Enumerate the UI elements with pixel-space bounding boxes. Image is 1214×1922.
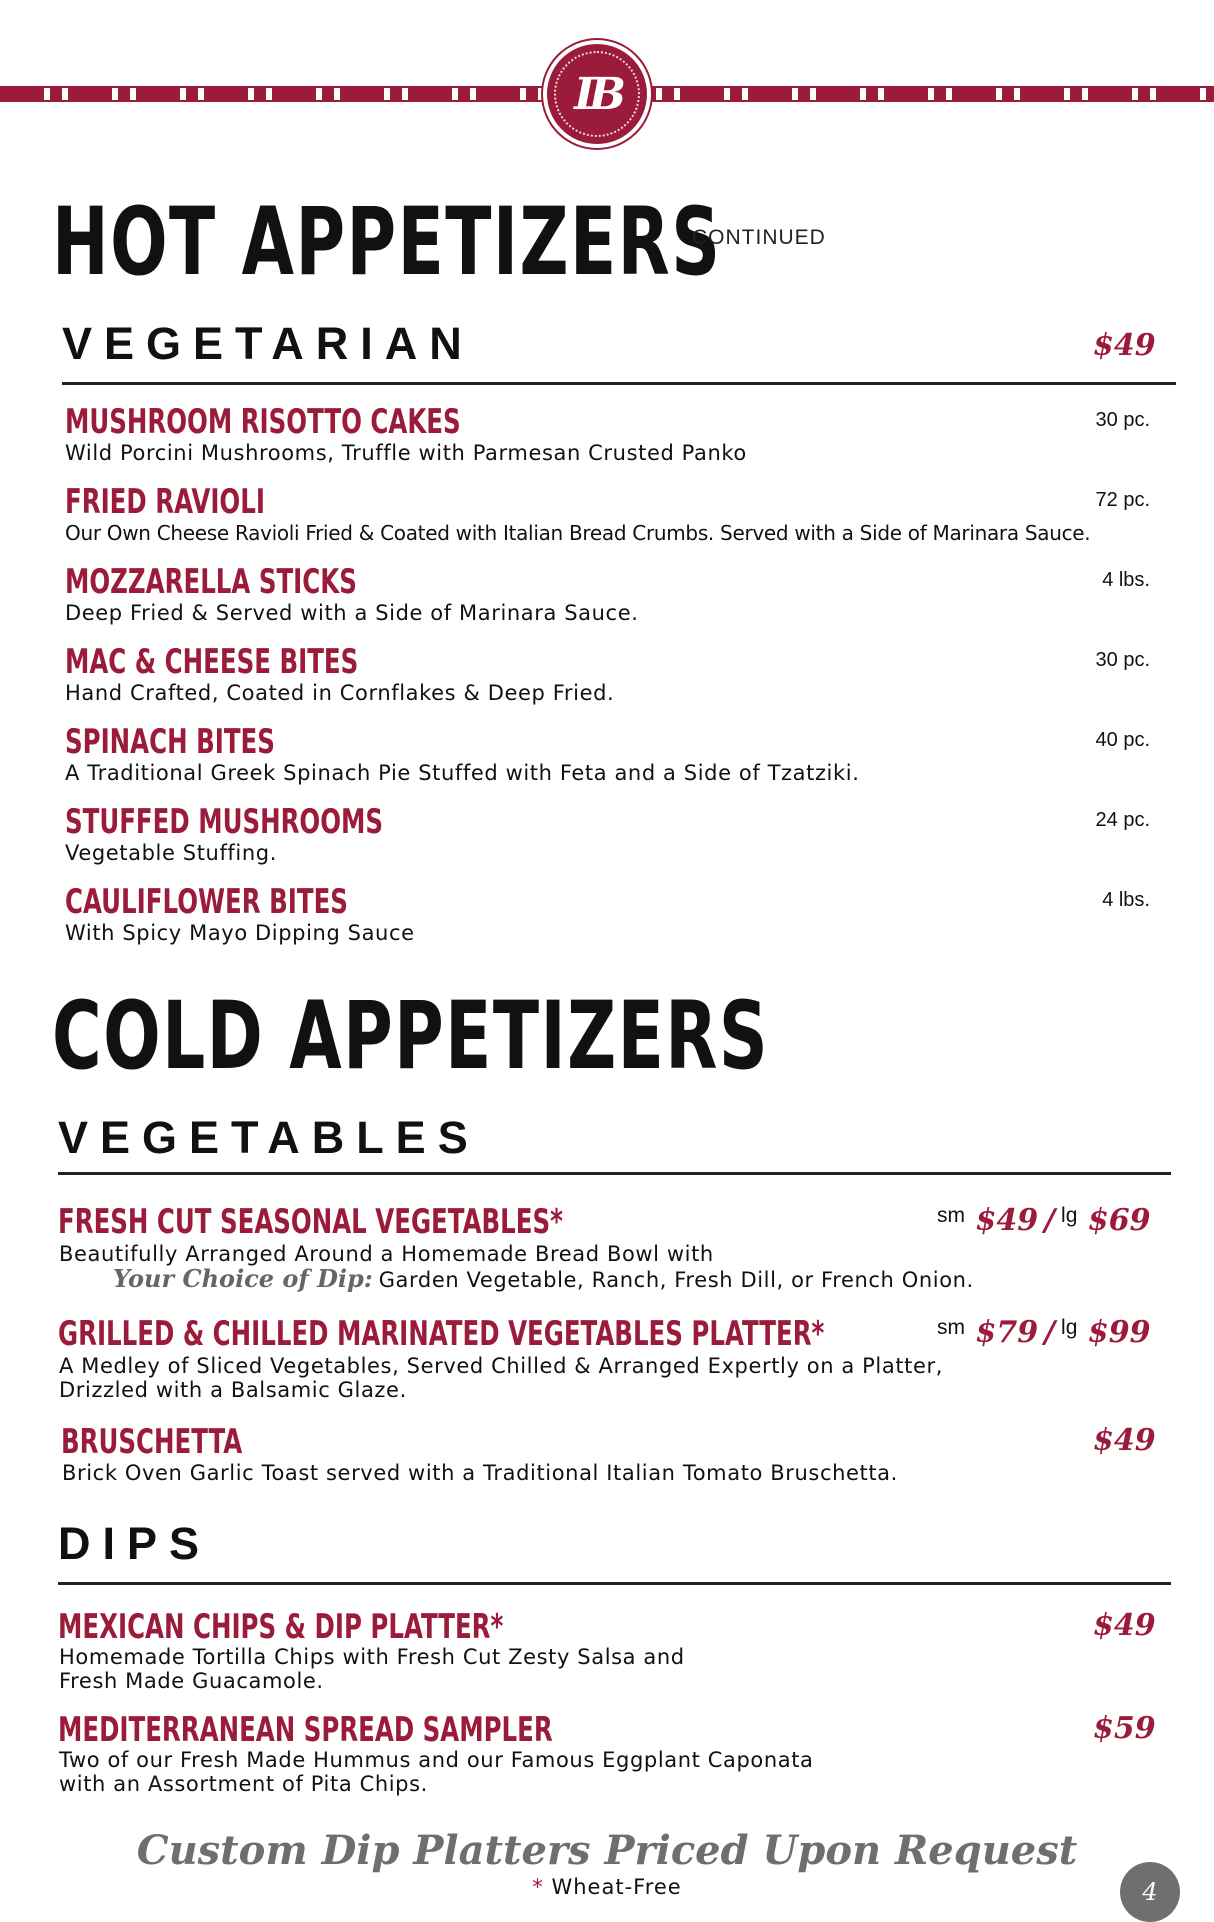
item-desc: Fresh Made Guacamole. xyxy=(59,1669,324,1693)
item-name: FRESH CUT SEASONAL VEGETABLES* xyxy=(58,1202,563,1242)
item-desc: Vegetable Stuffing. xyxy=(65,841,277,865)
item-qty: 72 pc. xyxy=(1095,489,1150,511)
item-desc: Wild Porcini Mushrooms, Truffle with Parmesan Crusted Panko xyxy=(65,441,747,465)
item-name: MAC & CHEESE BITES xyxy=(65,642,359,682)
continued-label: CONTINUED xyxy=(692,226,826,249)
item-price: $49 xyxy=(1093,1608,1156,1643)
ib-logo xyxy=(543,40,651,148)
item-name: CAULIFLOWER BITES xyxy=(65,882,348,922)
item-desc: with an Assortment of Pita Chips. xyxy=(59,1772,428,1796)
item-name: GRILLED & CHILLED MARINATED VEGETABLES PLATTER* xyxy=(58,1314,825,1354)
item-name: MEXICAN CHIPS & DIP PLATTER* xyxy=(58,1607,504,1647)
sm-price: $79 xyxy=(975,1315,1039,1350)
size-lg-label: lg xyxy=(1061,1204,1078,1227)
item-price-sizes: $^{sm}$ $49 / $^{lg}$ $69 xyxy=(937,1203,1151,1238)
wheat-free-star: * xyxy=(532,1875,544,1899)
wheat-free-label: Wheat-Free xyxy=(551,1875,682,1899)
wheat-free-note xyxy=(0,1875,1214,1899)
item-price: $49 xyxy=(1093,1423,1156,1458)
item-name: SPINACH BITES xyxy=(65,722,275,762)
item-qty: 30 pc. xyxy=(1095,649,1150,671)
page-number-badge: 4 xyxy=(1120,1862,1180,1922)
custom-dip-note: Custom Dip Platters Priced Upon Request xyxy=(136,1827,1078,1874)
choice-label: Your Choice of Dip: xyxy=(113,1264,373,1293)
item-price: $59 xyxy=(1093,1711,1156,1746)
size-lg-label: lg xyxy=(1061,1316,1078,1339)
item-desc: A Medley of Sliced Vegetables, Served Chilled & Arranged Expertly on a Platter, xyxy=(59,1354,944,1378)
size-sm-label: sm xyxy=(937,1316,965,1339)
vegetables-rule xyxy=(58,1172,1171,1175)
item-qty: 30 pc. xyxy=(1095,409,1150,431)
item-price-sizes: $^{sm}$ $79 / $^{lg}$ $99 xyxy=(937,1315,1151,1350)
lg-price: $99 xyxy=(1087,1315,1151,1350)
item-qty: 4 lbs. xyxy=(1102,889,1150,911)
lg-price: $69 xyxy=(1087,1203,1151,1238)
item-qty: 24 pc. xyxy=(1095,809,1150,831)
section-dips: DIPS xyxy=(58,1518,212,1569)
item-desc: Brick Oven Garlic Toast served with a Traditional Italian Tomato Bruschetta. xyxy=(62,1461,898,1485)
item-name: FRIED RAVIOLI xyxy=(65,482,265,522)
item-name: BRUSCHETTA xyxy=(61,1422,243,1462)
item-name: STUFFED MUSHROOMS xyxy=(65,802,384,842)
item-desc: Our Own Cheese Ravioli Fried & Coated with Italian Bread Crumbs. Served with a Side of Marinara Sauce. xyxy=(65,521,1091,545)
vegetarian-rule xyxy=(62,382,1176,385)
item-desc: Deep Fried & Served with a Side of Marinara Sauce. xyxy=(65,601,639,625)
section-vegetables: VEGETABLES xyxy=(58,1112,480,1163)
choice-options: Garden Vegetable, Ranch, Fresh Dill, or French Onion. xyxy=(378,1268,974,1292)
item-desc: Homemade Tortilla Chips with Fresh Cut Zesty Salsa and xyxy=(59,1645,685,1669)
item-desc-choice xyxy=(113,1264,974,1293)
hot-appetizers-title: HOT APPETIZERS xyxy=(52,188,722,297)
item-desc: A Traditional Greek Spinach Pie Stuffed with Feta and a Side of Tzatziki. xyxy=(65,761,860,785)
item-desc: Beautifully Arranged Around a Homemade Bread Bowl with xyxy=(59,1242,714,1266)
item-desc: Two of our Fresh Made Hummus and our Famous Eggplant Caponata xyxy=(59,1748,814,1772)
item-qty: 40 pc. xyxy=(1095,729,1150,751)
vegetarian-price: $49 xyxy=(1093,328,1156,363)
sm-price: $49 xyxy=(975,1203,1039,1238)
item-name: MOZZARELLA STICKS xyxy=(65,562,357,602)
section-vegetarian: VEGETARIAN xyxy=(62,318,474,369)
item-qty: 4 lbs. xyxy=(1102,569,1150,591)
item-name: MEDITERRANEAN SPREAD SAMPLER xyxy=(58,1710,553,1750)
cold-appetizers-title: COLD APPETIZERS xyxy=(52,982,770,1091)
size-sm-label: sm xyxy=(937,1204,965,1227)
item-name: MUSHROOM RISOTTO CAKES xyxy=(65,402,461,442)
item-desc: With Spicy Mayo Dipping Sauce xyxy=(65,921,415,945)
item-desc: Drizzled with a Balsamic Glaze. xyxy=(59,1378,407,1402)
item-desc: Hand Crafted, Coated in Cornflakes & Deep Fried. xyxy=(65,681,615,705)
ib-logo-monogram: IB xyxy=(554,51,640,137)
dips-rule xyxy=(58,1582,1171,1585)
